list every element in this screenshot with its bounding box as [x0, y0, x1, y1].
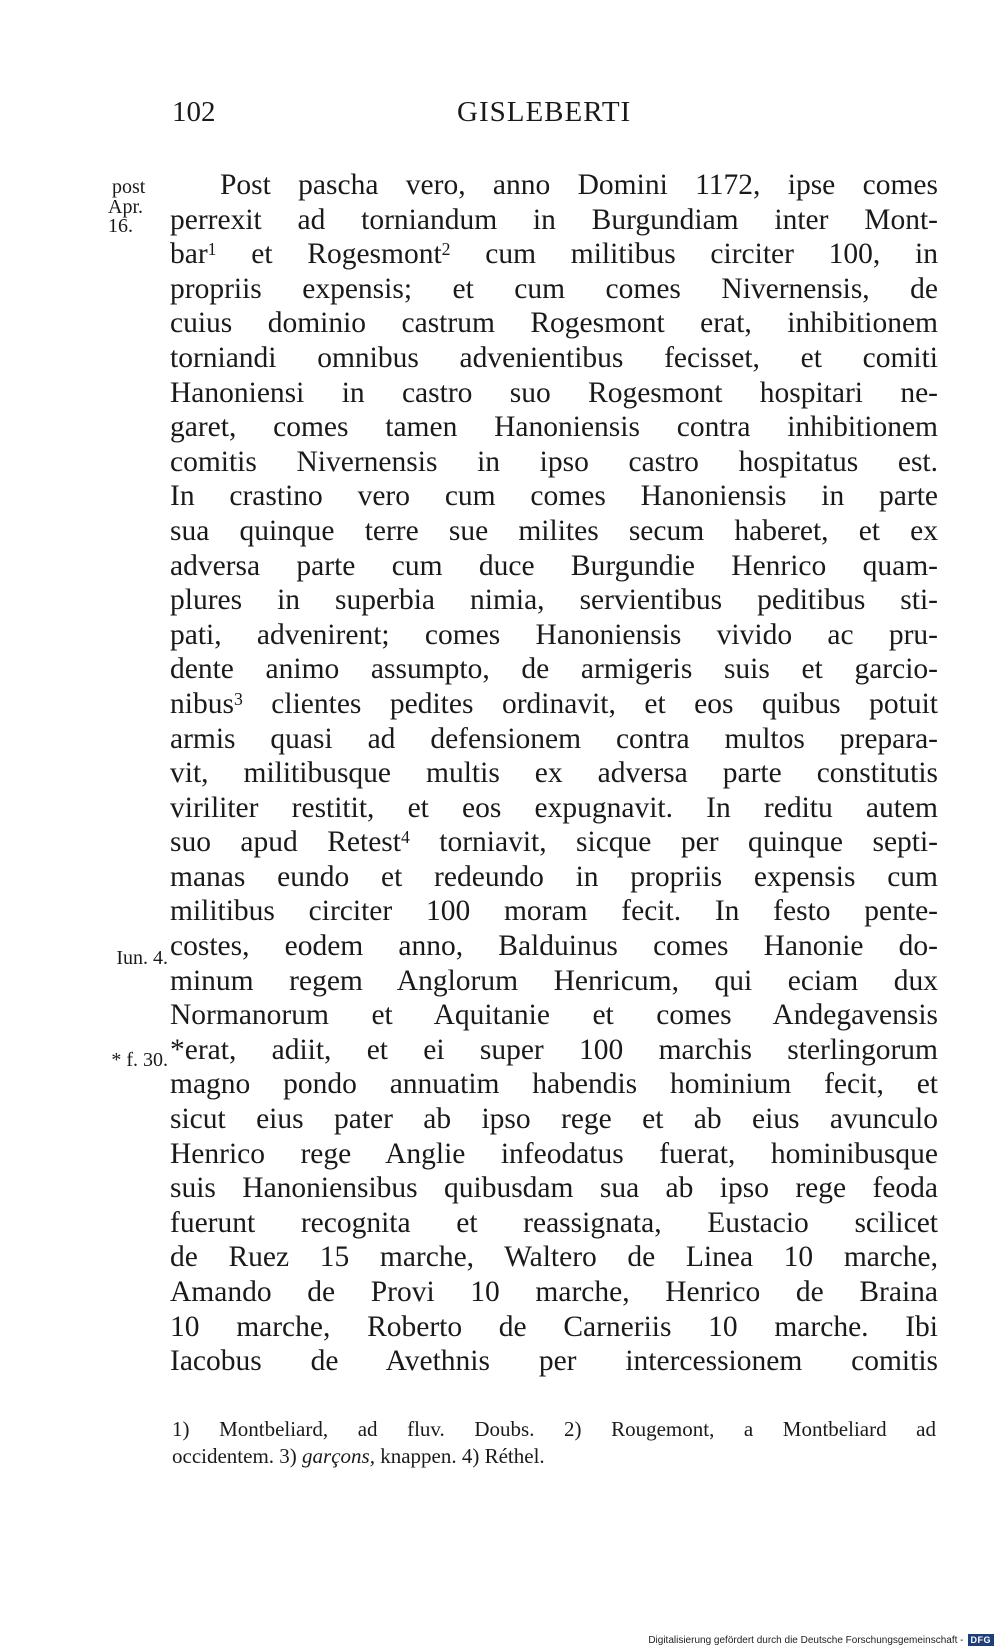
text-segment: et Rogesmont: [216, 238, 442, 271]
text-line: perrexit ad torniandum in Burgundiam inter Mont-: [170, 203, 938, 236]
footnote-ref: 4: [400, 827, 410, 848]
dfg-logo: DFG: [968, 1634, 995, 1646]
text-segment: torniavit, sicque per quinque septi-: [409, 826, 939, 859]
footnote-italic: garçons,: [302, 1444, 375, 1468]
text-line: [170, 825, 938, 860]
margin-note-iun: Iun. 4.: [116, 947, 168, 969]
text-line: plures in superbia nimia, servientibus peditibus sti-: [170, 584, 938, 617]
text-line: fuerunt recognita et reassignata, Eustacio scilicet: [170, 1206, 938, 1239]
text-line: garet, comes tamen Hanoniensis contra inhibitionem: [170, 411, 938, 444]
margin-note-apr: Apr.: [108, 196, 143, 218]
text-line: magno pondo annuatim habendis hominium fecit, et: [170, 1068, 938, 1101]
text-line: In crastino vero cum comes Hanoniensis in parte: [170, 480, 938, 513]
text-segment: cum militibus circiter 100, in: [450, 238, 938, 271]
text-line: manas eundo et redeundo in propriis expensis cum: [170, 860, 938, 893]
text-line: Post pascha vero, anno Domini 1172, ipse comes: [220, 169, 938, 201]
text-line: propriis expensis; et cum comes Nivernensis, de: [170, 272, 938, 305]
footnote-ref: 2: [441, 239, 451, 260]
text-line: cuius dominio castrum Rogesmont erat, inhibitionem: [170, 307, 938, 340]
text-line: militibus circiter 100 moram fecit. In festo pente-: [170, 895, 938, 928]
text-line: [170, 237, 938, 272]
text-line: Amando de Provi 10 marche, Henrico de Braina: [170, 1276, 938, 1308]
text-line: comitis Nivernensis in ipso castro hospitatus est.: [170, 445, 938, 478]
text-line: Hanoniensi in castro suo Rogesmont hospitari ne-: [170, 376, 938, 409]
text-line: Iacobus de Avethnis per intercessionem comitis: [170, 1345, 938, 1378]
text-line: dente animo assumpto, de armigeris suis et garcio-: [170, 653, 938, 686]
footnote-text: occidentem. 3): [172, 1444, 303, 1468]
page-header: [172, 96, 652, 136]
text-line: Henrico rege Anglie infeodatus fuerat, hominibusque: [170, 1137, 938, 1170]
text-line: sua quinque terre sue milites secum haberet, et ex: [170, 514, 938, 547]
running-title: GISLEBERTI: [457, 96, 632, 128]
text-segment: bar: [170, 238, 208, 271]
text-line: minum regem Anglorum Henricum, qui eciam dux: [170, 964, 938, 997]
credit-text: Digitalisierung gefördert durch die Deutsche Forschungsgemeinschaft -: [648, 1634, 964, 1646]
text-line: Normanorum et Aquitanie et comes Andegavensis: [170, 999, 938, 1032]
text-line: de Ruez 15 marche, Waltero de Linea 10 marche,: [170, 1241, 938, 1274]
footnote-line: [172, 1443, 936, 1470]
margin-note-day: 16.: [108, 215, 133, 237]
text-line: adversa parte cum duce Burgundie Henrico quam-: [170, 549, 938, 582]
text-line: [170, 687, 938, 722]
text-line: viriliter restitit, et eos expugnavit. In reditu autem: [170, 791, 938, 824]
margin-note-post: post: [112, 176, 146, 198]
footnotes: [172, 1416, 936, 1470]
margin-note-date-apr: [108, 198, 158, 236]
text-segment: clientes pedites ordinavit, et eos quibus potuit: [242, 687, 938, 720]
text-segment: suo apud Retest: [170, 826, 401, 859]
text-line: pati, advenirent; comes Hanoniensis vivido ac pru-: [170, 618, 938, 651]
text-line: sicut eius pater ab ipso rege et ab eius avunculo: [170, 1103, 938, 1136]
text-line: 10 marche, Roberto de Carneriis 10 marche. Ibi: [170, 1310, 938, 1343]
text-line: torniandi omnibus advenientibus fecisset, et comiti: [170, 341, 938, 374]
footnote-text: knappen. 4) Réthel.: [374, 1444, 545, 1468]
text-line: *erat, adiit, et ei super 100 marchis sterlingorum: [170, 1033, 938, 1066]
footnote-ref: 3: [233, 688, 243, 709]
page-number: 102: [172, 96, 216, 128]
text-line: vit, militibusque multis ex adversa parte constitutis: [170, 757, 938, 790]
digitization-credit: [648, 1634, 994, 1646]
footnote-ref: 1: [207, 239, 217, 260]
text-line: suis Hanoniensibus quibusdam sua ab ipso rege feoda: [170, 1172, 938, 1205]
footnote-line: 1) Montbeliard, ad fluv. Doubs. 2) Rougemont, a Montbeliard ad: [172, 1417, 936, 1441]
text-segment: nibus: [170, 687, 234, 720]
body-text: [170, 168, 938, 1379]
text-line: costes, eodem anno, Balduinus comes Hanonie do-: [170, 930, 938, 963]
text-line: armis quasi ad defensionem contra multos prepara-: [170, 722, 938, 755]
margin-note-folio: * f. 30.: [111, 1049, 168, 1071]
